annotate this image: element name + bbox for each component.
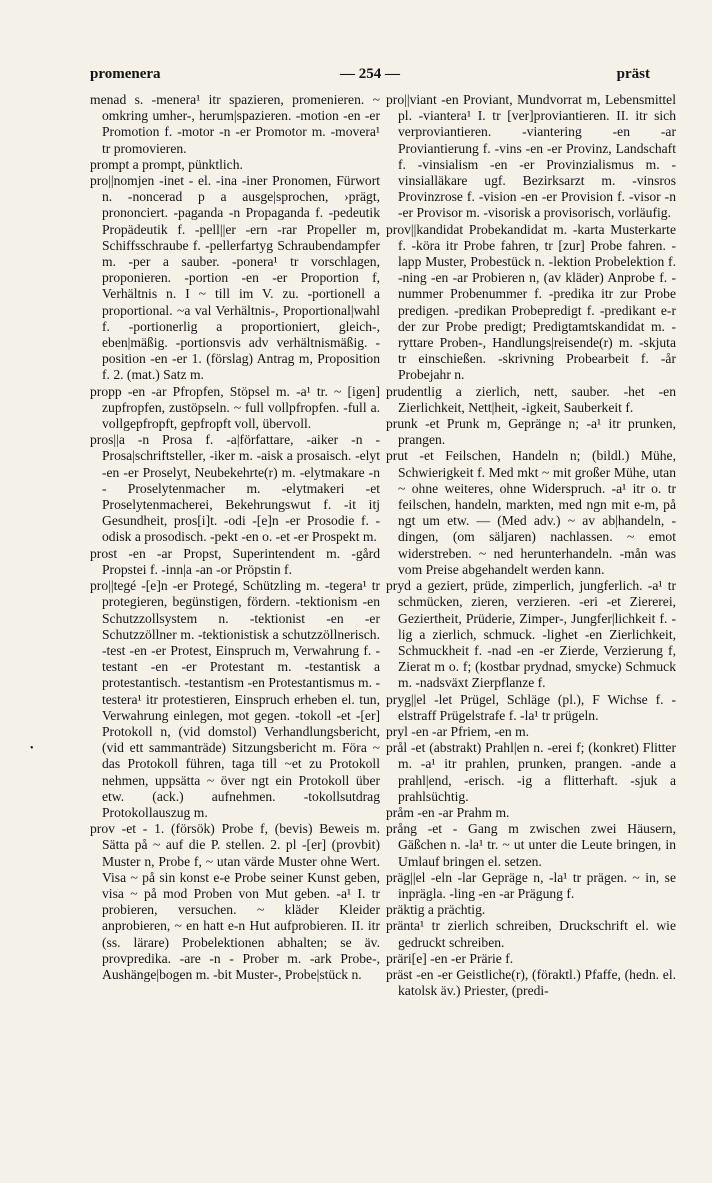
page-number: — 254 —: [340, 66, 400, 82]
left-column: [90, 92, 380, 983]
dictionary-entry: menad s. -menera¹ itr spazieren, promenieren. ~ omkring umher-, herum|spazieren. -motion -en -er Promotion f. -motor -n -er Promotor m. -movera¹ tr promovieren.: [90, 92, 380, 156]
page-header: [90, 64, 650, 86]
dictionary-entry: prång -et - Gang m zwischen zwei Häusern, Gäßchen n. -la¹ tr. ~ ut unter die Leute bringen, in Umlauf bringen el. setzen.: [386, 821, 676, 869]
dictionary-entry: pryl -en -ar Pfriem, -en m.: [386, 723, 530, 739]
margin-mark: •: [30, 743, 34, 754]
dictionary-entry: pråm -en -ar Prahm m.: [386, 804, 510, 820]
header-left-guideword: promenera: [90, 66, 161, 82]
dictionary-entry: prut -et Feilschen, Handeln n; (bildl.) Mühe, Schwierigkeit f. Med mkt ~ mit großer Mühe, utan ~ ohne weiteres, ohne Widerspruch. -a¹ itr o. tr feilschen, handeln, markten, med ngn mit e-m, på ngt um etw. — (Med adv.) ~ av ab|handeln, -dingen, (om säljaren) nachlassen. ~ emot widerstreben. ~ ned herunterhandeln. -mån was vom Preise abgehandelt werden kann.: [386, 448, 676, 577]
dictionary-entry: prompt a prompt, pünktlich.: [90, 156, 243, 172]
dictionary-entry: pro||nomjen -inet - el. -ina -iner Pronomen, Fürwort n. -noncerad p a ausge|sprochen, ›prägt, prononciert. -paganda -n Propaganda f. -pedeutik Propädeutik f. -pell||er -ern -rar Propeller m, Schiffsschraube f. -pellerfartyg Schraubendampfer m. -per a sauber. -ponera¹ tr vorschlagen, proponieren. -portion -en -er Proportion f, Verhältnis n. I ~ till im V. zu. -portionell a proportional. ~a val Verhältnis-, Proportional|wahl f. -portionerlig a proportioniert, gleich-, eben|mäßig. -portionsvis adv verhältnismäßig. -position -en -er 1. (förslag) Antrag m, Proposition f. 2. (mat.) Satz m.: [90, 173, 380, 383]
dictionary-entry: propp -en -ar Pfropfen, Stöpsel m. -a¹ tr. ~ [igen] zupfropfen, zustöpseln. ~ full vollpfropfen. -full a. vollgepfropft, gepfropft voll, übervoll.: [90, 383, 380, 432]
dictionary-entry: pryd a geziert, prüde, zimperlich, jungferlich. -a¹ tr schmücken, zieren, verzieren. -eri -et Ziererei, Geziertheit, Prüderie, Zimper-, Jungfer|lichkeit f. -lig a zierlich, schmuck. -lighet -en Zierlichkeit, Schmuckheit f. -nad -en -er Zierde, Verzierung f, Zierat m o. f; (kostbar prydnad, smycke) Schmuck m. -nadsväxt Zierpflanze f.: [386, 578, 676, 691]
dictionary-entry: prål -et (abstrakt) Prahl|en n. -erei f; (konkret) Flitter m. -a¹ itr prahlen, prunken, prangen. -ande a prahl|end, -erisch. -ig a flitterhaft. -sjuk a prahlsüchtig.: [386, 740, 676, 804]
dictionary-entry: prov||kandidat Probekandidat m. -karta Musterkarte f. -köra itr Probe fahren, tr [zur] Probe fahren. -lapp Muster, Probestück n. -lektion Probelektion f. -ning -en -ar Probieren n, (av kläder) Anprobe f. -nummer Probenummer f. -predika itr zur Probe predigen. -predikan Probepredigt f. -predikant e-r der zur Probe predigt; Predigtamtskandidat m. -ryttare Proben-, Handlungs|reisende(r) m. -skjuta tr einschießen. -skrivning Probearbeit f. -år Probejahr n.: [386, 221, 676, 383]
dictionary-entry: pränta¹ tr zierlich schreiben, Druckschrift el. wie gedruckt schreiben.: [386, 918, 676, 950]
dictionary-entry: pros||a -n Prosa f. -a|författare, -aiker -n - Prosa|schriftsteller, -iker m. -aisk a prosaisch. -elyt -en -er Proselyt, Neubekehrte(r) m. -elytmakare -n - Proselytenmacher m. -elytmakeri -et Proselytenmacherei, Bekehrungswut f. -it itj Gesundheit, pros[i]t. -odi -[e]n -er Prosodie f. -odisk a prosodisch. -pekt -en o. -et -er Prospekt m.: [90, 432, 380, 545]
dictionary-entry: prudentlig a zierlich, nett, sauber. -het -en Zierlichkeit, Nett|heit, -igkeit, Sauberkeit f.: [386, 383, 676, 415]
dictionary-entry: präktig a prächtig.: [386, 902, 486, 918]
right-column: [386, 92, 676, 999]
dictionary-entry: prov -et - 1. (försök) Probe f, (bevis) Beweis m. Sätta på ~ auf die P. stellen. 2. pl -[er] (provbit) Muster n, Probe f, ~ utan värde Muster ohne Wert. Visa ~ på sin konst e-e Probe seiner Kunst geben, visa ~ på mod Proben von Mut geben. -a¹ I. tr probieren, versuchen. ~ kläder Kleider anprobieren, ~ en hatt e-n Hut aufprobieren. II. itr (ss. lärare) Probelektionen abhalten; se äv. provpredika. -are -n - Prober m. -ark Probe-, Aushänge|bogen m. -bit Muster-, Probe|stück n.: [90, 821, 380, 982]
dictionary-entry: präg||el -eln -lar Gepräge n, -la¹ tr prägen. ~ in, se inprägla. -ling -en -ar Prägung f.: [386, 869, 676, 901]
dictionary-entry: pro||viant -en Proviant, Mundvorrat m, Lebensmittel pl. -viantera¹ I. tr [ver]proviantieren. II. itr sich verproviantieren. -viantering -en -ar Proviantierung f. -vins -en -er Provinz, Landschaft f. -vinsialism -en -er Provinzialismus m. -vinsialläkare ugf. Bezirksarzt m. -vinsros Provinzrose f. -vision -en -er Provision f. -visor -n -er Provisor m. -visorisk a provisorisch, vorläufig.: [386, 92, 676, 221]
dictionary-entry: pro||tegé -[e]n -er Protegé, Schützling m. -tegera¹ tr protegieren, begünstigen, fördern. -tektionism -en Schutzzollsystem n. -tektionist -en -er Schutzzöllner m. -tektionistisk a schutzzöllnerisch. -test -en -er Protest, Einspruch m, Verwahrung f. -testant -en -er Protestant m. -testantisk a protestantisch. -testantism -en Protestantismus m. -testera¹ itr protestieren, Einspruch erheben el. tun, Verwahrung einlegen, mot gegen. -tokoll -et -[er] Protokoll n, (vid domstol) Verhandlungsbericht, (vid ett sammanträde) Sitzungsbericht m. Föra ~ das Protokoll führen, taga till ~et zu Protokoll nehmen, uppsätta ~ över ngt ein Protokoll über etw. (ack.) aufnehmen. -tokollsutdrag Protokollauszug m.: [90, 578, 380, 820]
dictionary-entry: prost -en -ar Propst, Superintendent m. -gård Propstei f. -inn|a -an -or Pröpstin f.: [90, 545, 380, 577]
dictionary-entry: präst -en -er Geistliche(r), (föraktl.) Pfaffe, (hedn. el. katolsk äv.) Priester, (predi-: [386, 966, 676, 999]
dictionary-entry: pryg||el -let Prügel, Schläge (pl.), F Wichse f. -elstraff Prügelstrafe f. -la¹ tr prügeln.: [386, 691, 676, 723]
header-right-guideword: präst: [616, 66, 650, 82]
dictionary-entry: prunk -et Prunk m, Gepränge n; -a¹ itr prunken, prangen.: [386, 416, 676, 448]
dictionary-entry: präri[e] -en -er Prärie f.: [386, 950, 514, 966]
